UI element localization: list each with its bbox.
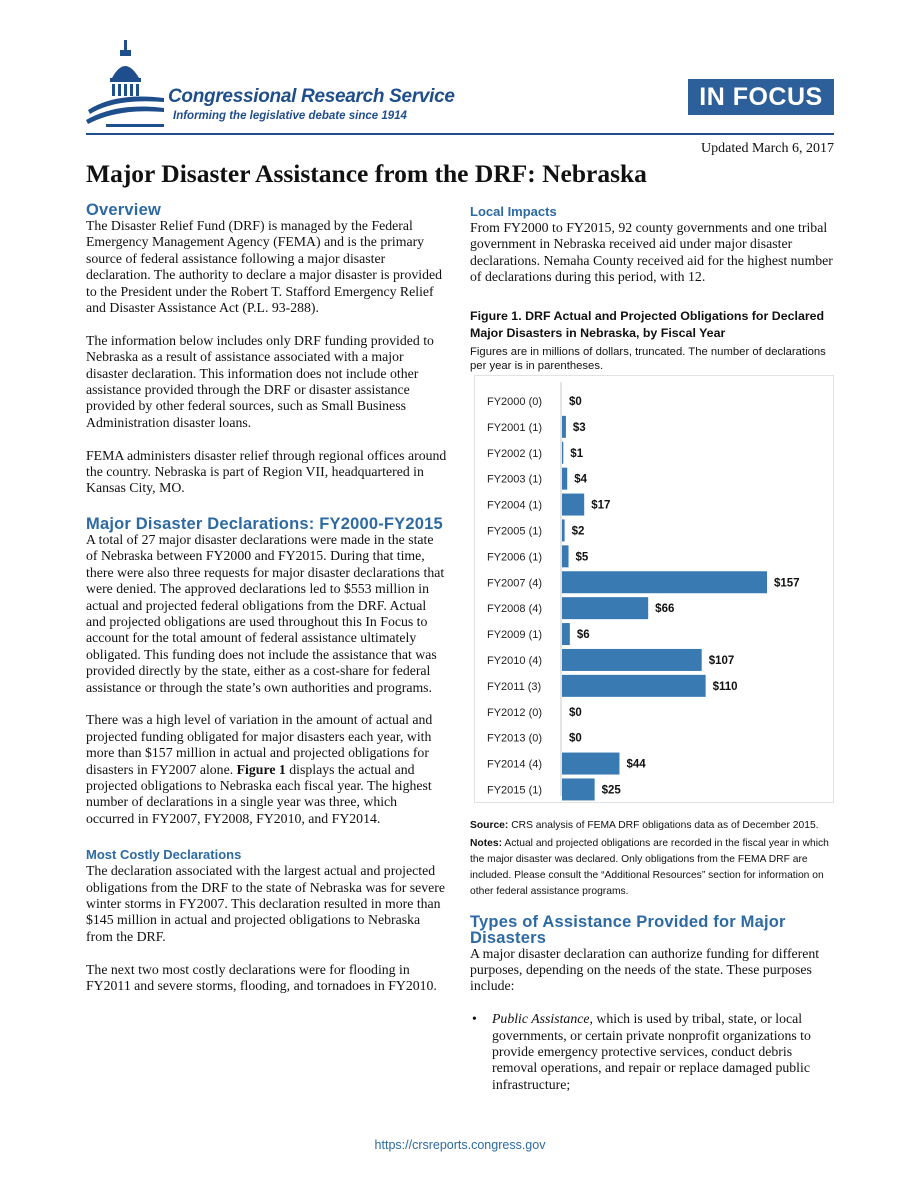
figure-1-chart (474, 375, 834, 803)
document-title: Major Disaster Assistance from the DRF: Nebraska (86, 159, 647, 188)
value-label: $110 (712, 680, 738, 693)
bar (562, 649, 702, 671)
assistance-list (470, 1011, 834, 1093)
source-label: Source: (470, 819, 509, 831)
category-label: FY2014 (4) (487, 758, 543, 771)
figure-title: Figure 1. DRF Actual and Projected Obligations for Declared Major Disasters in Nebraska, by Fiscal Year (470, 308, 825, 340)
declarations-paragraph-1: A total of 27 major disaster declarations were made in the state of Nebraska between FY2000 and FY2015. During that time, there were also three requests for major disaster declarations that were denied. The approved declarations led to $553 million in actual and projected federal obligations from the DRF. Actual and projected obligations are used throughout this In Focus to account for the total amount of federal assistance ultimately obligated. This funding does not include the assistance that was provided directly by the state, either as a cost-share for federal assistance or through the state’s own authorities and programs. (86, 531, 445, 695)
local-impacts-heading: Local Impacts (470, 204, 557, 219)
figure-source (470, 818, 834, 834)
overview-paragraph-2: The information below includes only DRF funding provided to Nebraska as a result of assistance associated with a major disaster declaration. This information does not include other assistance provided through the DRF or disaster assistance provided by other federal sources, such as Small Business Administration disaster loans. (86, 332, 434, 430)
bar (562, 623, 570, 645)
bar (562, 416, 566, 438)
value-label: $25 (601, 784, 621, 797)
costly-heading: Most Costly Declarations (86, 847, 242, 863)
value-label: $1 (570, 447, 584, 460)
value-label: $0 (569, 395, 582, 408)
declarations-heading: Major Disaster Declarations: FY2000-FY2015 (86, 514, 443, 533)
notes-text: Actual and projected obligations are recorded in the fiscal year in which the major disaster was declared. Only obligations from the FEMA DRF are included. Please consult the “Additional Resources” section for information on other federal assistance programs. (470, 837, 829, 897)
types-heading: Types of Assistance Provided for Major Disasters (470, 912, 786, 947)
capitol-dome-logo (86, 40, 166, 130)
figure-notes (470, 836, 834, 900)
value-label: $3 (572, 421, 586, 434)
value-label: $66 (655, 603, 675, 616)
bar (562, 753, 619, 775)
bar (562, 571, 767, 593)
costly-paragraph-2: The next two most costly declarations were for flooding in FY2011 and severe storms, flooding, and tornadoes in FY2010. (86, 961, 437, 993)
category-label: FY2007 (4) (487, 577, 543, 590)
header-divider (86, 133, 834, 135)
figure-reference: Figure 1 (236, 761, 286, 777)
overview-paragraph-3: FEMA administers disaster relief through regional offices around the country. Nebraska is part of Region VII, headquartered in Kansas City, MO. (86, 447, 447, 496)
category-label: FY2012 (0) (487, 706, 543, 719)
org-name: Congressional Research Service (168, 86, 455, 107)
bullet-icon: • (472, 1011, 477, 1027)
category-label: FY2015 (1) (487, 784, 543, 797)
value-label: $157 (774, 577, 800, 590)
costly-paragraph-1: The declaration associated with the largest actual and projected obligations from the DRF to the state of Nebraska was for severe winter storms in FY2007. This declaration resulted in more than $145 million in actual and projected obligations to Nebraska from the DRF. (86, 863, 446, 944)
value-label: $17 (591, 499, 611, 512)
bar (562, 545, 569, 567)
text-run: There was a high level of variation in the amount of actual and projected funding obligated for major disasters each year, with more than $157 million in actual and projected obligations for disasters in FY2007 alone. (86, 712, 433, 777)
updated-date: Updated March 6, 2017 (701, 141, 834, 156)
bar (562, 519, 565, 541)
in-focus-badge: IN FOCUS (688, 79, 834, 115)
bar (562, 468, 567, 490)
text-run: displays the actual and projected obligations to Nebraska each fiscal year. The highest number of declarations in a single year was three, which occurred in FY2007, FY2008, FY2010, and FY2014. (86, 761, 432, 826)
value-label: $4 (574, 473, 588, 486)
list-item-text: , which is used by tribal, state, or local governments, or certain private nonprofit organizations to provide emergency protective services, conduct debris removal operations, and repair or replace damaged public infrastructure; (492, 1011, 811, 1092)
bar (562, 675, 706, 697)
category-label: FY2006 (1) (487, 551, 543, 564)
category-label: FY2003 (1) (487, 473, 543, 486)
source-text: CRS analysis of FEMA DRF obligations data as of December 2015. (508, 819, 819, 831)
category-label: FY2005 (1) (487, 525, 543, 538)
overview-paragraph-1: The Disaster Relief Fund (DRF) is managed by the Federal Emergency Management Agency (FEMA) and is the primary source of federal assistance following a major disaster declaration. The authority to declare a major disaster is provided to the President under the Robert T. Stafford Emergency Relief and Disaster Assistance Act (P.L. 93-288). (86, 218, 443, 316)
bar (562, 778, 595, 800)
value-label: $5 (575, 551, 589, 564)
category-label: FY2001 (1) (487, 421, 543, 434)
bar (562, 442, 563, 464)
value-label: $44 (626, 758, 646, 771)
category-label: FY2010 (4) (487, 654, 543, 667)
category-label: FY2009 (1) (487, 629, 543, 642)
bar (562, 494, 584, 516)
category-label: FY2013 (0) (487, 732, 543, 745)
overview-heading: Overview (86, 201, 161, 219)
types-paragraph: A major disaster declaration can authorize funding for different purposes, depending on the needs of the state. These purposes include: (470, 945, 820, 994)
bar (562, 597, 648, 619)
value-label: $0 (569, 732, 582, 745)
list-item (470, 1011, 834, 1093)
category-label: FY2008 (4) (487, 603, 543, 616)
value-label: $107 (708, 654, 735, 667)
org-tagline: Informing the legislative debate since 1914 (173, 110, 407, 122)
category-label: FY2002 (1) (487, 447, 543, 460)
footer-url[interactable]: https://crsreports.congress.gov (374, 1138, 546, 1152)
left-column (86, 202, 448, 994)
category-label: FY2004 (1) (487, 499, 543, 512)
chart-svg (475, 376, 833, 802)
notes-label: Notes: (470, 837, 503, 849)
figure-subtitle: Figures are in millions of dollars, truncated. The number of declarations per year is in parentheses. (470, 345, 826, 373)
value-label: $2 (571, 525, 585, 538)
list-item-term: Public Assistance (492, 1011, 590, 1027)
category-label: FY2011 (3) (487, 680, 542, 693)
value-label: $6 (576, 629, 590, 642)
value-label: $0 (569, 706, 582, 719)
category-label: FY2000 (0) (487, 395, 543, 408)
local-impacts-paragraph: From FY2000 to FY2015, 92 county governments and one tribal government in Nebraska received aid under major disaster declarations. Nemaha County received aid for the highest number of declarations during this period, with 12. (470, 220, 833, 285)
declarations-paragraph-2 (86, 712, 448, 827)
